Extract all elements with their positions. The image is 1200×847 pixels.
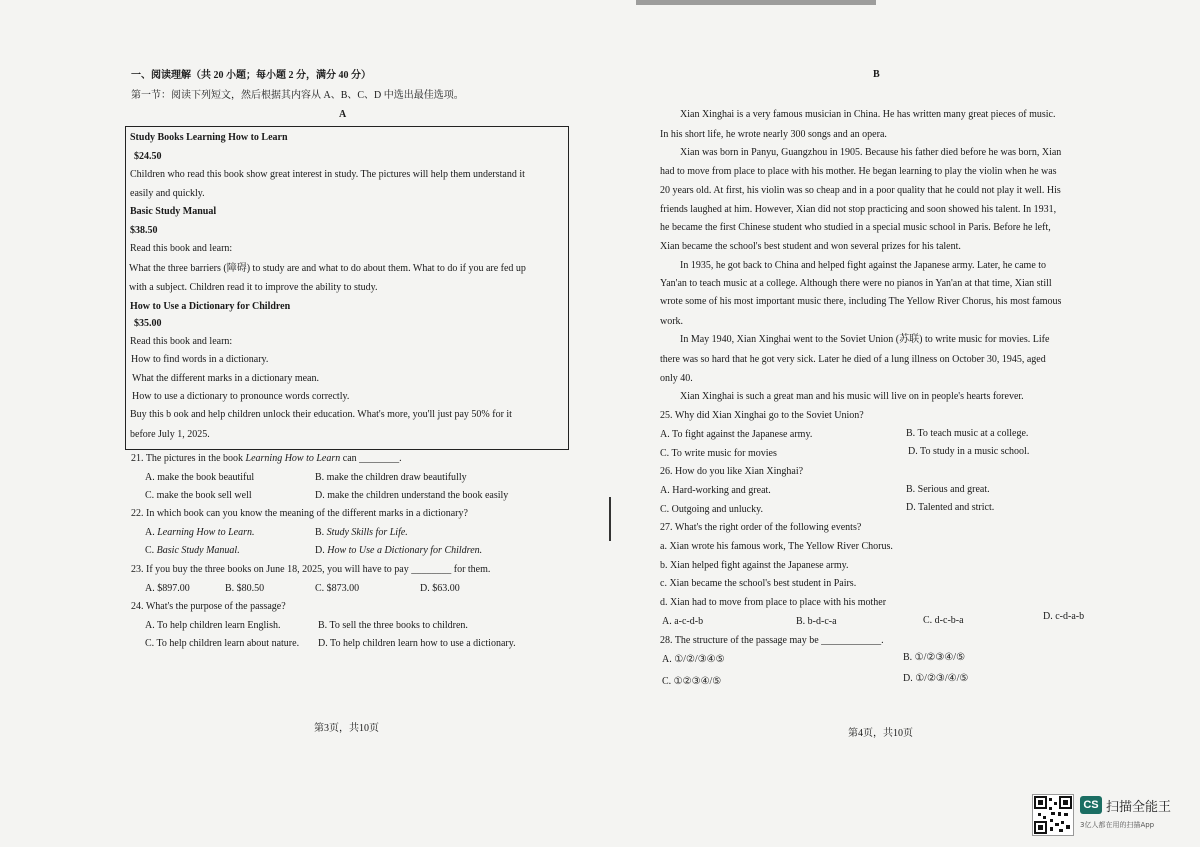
q27-event-b: b. Xian helped fight against the Japanese army.	[660, 560, 849, 571]
scan-artifact-top	[636, 0, 876, 5]
book3-intro: Read this book and learn:	[130, 336, 233, 347]
para2-line3: 20 years old. At first, his violin was so cheap and in a poor quality that he could not play it well. His	[660, 185, 1061, 196]
para3-line3: wrote some of his most important music there, including The Yellow River Chorus, his most famous	[660, 296, 1062, 307]
book3-price: $35.00	[134, 318, 162, 329]
q26-option-b: B. Serious and great.	[906, 484, 990, 495]
q28-option-a: A. ①/②/③④⑤	[662, 654, 725, 665]
q22-option-d: D. How to Use a Dictionary for Children.	[315, 545, 483, 556]
q27-option-c: C. d-c-b-a	[923, 615, 964, 626]
q26-option-a: A. Hard-working and great.	[660, 485, 771, 496]
para5-line1: Xian Xinghai is such a great man and his music will live on in people's hearts forever.	[680, 391, 1024, 402]
book1-desc-2: easily and quickly.	[130, 188, 205, 199]
promo-line-2: before July 1, 2025.	[130, 429, 210, 440]
q25-option-d: D. To study in a music school.	[908, 446, 1030, 457]
q27-stem: 27. What's the right order of the following events?	[660, 522, 862, 533]
q27-event-a: a. Xian wrote his famous work, The Yellow River Chorus.	[660, 541, 893, 552]
para1-line2: In his short life, he wrote nearly 300 songs and an opera.	[660, 129, 887, 140]
para4-line3: only 40.	[660, 373, 693, 384]
q22-option-c: C. Basic Study Manual.	[145, 545, 240, 556]
q21-option-b: B. make the children draw beautifully	[315, 472, 467, 483]
q25-option-a: A. To fight against the Japanese army.	[660, 429, 813, 440]
para2-line1: Xian was born in Panyu, Guangzhou in 1905. Because his father died before he was born, Xian	[680, 147, 1062, 158]
q23-option-c: C. $873.00	[315, 583, 360, 594]
passage-b-label: B	[873, 69, 880, 80]
para2-line5: he became the first Chinese student who studied in a special music school in Paris. Before he left,	[660, 222, 1051, 233]
left-page-number: 第3页，共10页	[314, 723, 379, 734]
para1-line1: Xian Xinghai is a very famous musician in China. He has written many great pieces of music.	[680, 109, 1056, 120]
q26-option-d: D. Talented and strict.	[906, 502, 995, 513]
page-divider	[609, 497, 611, 541]
q28-option-d: D. ①/②③/④/⑤	[903, 673, 969, 684]
qr-code-icon	[1032, 794, 1074, 836]
book1-price: $24.50	[134, 151, 162, 162]
para2-line4: friends laughed at him. However, Xian did not stop practicing and soon showed his talent. In 1931,	[660, 204, 1057, 215]
para4-line2: there was so hard that he got very sick. Later he died of a lung illness on October 30, 1945, aged	[660, 354, 1046, 365]
q24-stem: 24. What's the purpose of the passage?	[131, 601, 286, 612]
q22-option-a: A. Learning How to Learn.	[145, 527, 255, 538]
book3-item-1: How to find words in a dictionary.	[131, 354, 269, 365]
q22-option-b: B. Study Skills for Life.	[315, 527, 408, 538]
para3-line2: Yan'an to teach music at a college. Although there were no pianos in Yan'an at that time, Xian still	[660, 278, 1052, 289]
section-title: 一、阅读理解（共 20 小题；每小题 2 分，满分 40 分）	[131, 70, 371, 81]
q23-option-d: D. $63.00	[420, 583, 460, 594]
q24-option-b: B. To sell the three books to children.	[318, 620, 468, 631]
q25-stem: 25. Why did Xian Xinghai go to the Soviet Union?	[660, 410, 864, 421]
book2-desc-1: What the three barriers (障碍) to study are and what to do about them. What to do if you are fed up	[129, 263, 526, 274]
book1-desc-1: Children who read this book show great interest in study. The pictures will help them understand it	[130, 169, 525, 180]
q27-option-d: D. c-d-a-b	[1043, 611, 1085, 622]
q23-option-b: B. $80.50	[225, 583, 265, 594]
q28-option-c: C. ①②③④/⑤	[662, 676, 722, 687]
camscanner-app-name: 扫描全能王	[1106, 800, 1172, 815]
q21-option-c: C. make the book sell well	[145, 490, 252, 501]
q24-option-a: A. To help children learn English.	[145, 620, 281, 631]
q25-option-b: B. To teach music at a college.	[906, 428, 1029, 439]
camscanner-logo-icon: CS	[1080, 796, 1102, 814]
q27-option-b: B. b-d-c-a	[796, 616, 837, 627]
q26-option-c: C. Outgoing and unlucky.	[660, 504, 763, 515]
q24-option-d: D. To help children learn how to use a dictionary.	[318, 638, 516, 649]
para2-line6: Xian became the school's best student and won several prizes for his talent.	[660, 241, 961, 252]
instructions: 第一节：阅读下列短文，然后根据其内容从 A、B、C、D 中选出最佳选项。	[131, 90, 464, 101]
book2-title: Basic Study Manual	[130, 206, 217, 217]
book2-intro: Read this book and learn:	[130, 243, 233, 254]
q23-option-a: A. $897.00	[145, 583, 190, 594]
q22-stem: 22. In which book can you know the meaning of the different marks in a dictionary?	[131, 508, 468, 519]
q21-option-a: A. make the book beautiful	[145, 472, 255, 483]
book2-price: $38.50	[130, 225, 158, 236]
para4-line1: In May 1940, Xian Xinghai went to the Soviet Union (苏联) to write music for movies. Life	[680, 334, 1050, 345]
q24-option-c: C. To help children learn about nature.	[145, 638, 300, 649]
q21-option-d: D. make the children understand the book easily	[315, 490, 509, 501]
q28-option-b: B. ①/②③④/⑤	[903, 652, 966, 663]
book3-item-3: How to use a dictionary to pronounce words correctly.	[132, 391, 350, 402]
passage-a-label: A	[339, 109, 347, 120]
q26-stem: 26. How do you like Xian Xinghai?	[660, 466, 804, 477]
book3-item-2: What the different marks in a dictionary mean.	[132, 373, 319, 384]
q27-event-d: d. Xian had to move from place to place with his mother	[660, 597, 887, 608]
promo-line-1: Buy this b ook and help children unlock their education. What's more, you'll just pay 50% for it	[130, 409, 512, 420]
camscanner-tagline: 3亿人都在用的扫描App	[1080, 821, 1155, 829]
q25-option-c: C. To write music for movies	[660, 448, 777, 459]
para3-line4: work.	[660, 316, 684, 327]
q28-stem: 28. The structure of the passage may be ____________.	[660, 635, 884, 646]
right-page-number: 第4页，共10页	[848, 728, 913, 739]
q27-event-c: c. Xian became the school's best student in Pairs.	[660, 578, 857, 589]
q27-option-a: A. a-c-d-b	[662, 616, 704, 627]
q23-stem: 23. If you buy the three books on June 18, 2025, you will have to pay ________ for them.	[131, 564, 491, 575]
book3-title: How to Use a Dictionary for Children	[130, 301, 291, 312]
book1-title: Study Books Learning How to Learn	[130, 132, 288, 143]
book2-desc-2: with a subject. Children read it to improve the ability to study.	[129, 282, 378, 293]
q21-stem: 21. The pictures in the book Learning How to Learn can ________.	[131, 453, 402, 464]
para3-line1: In 1935, he got back to China and helped fight against the Japanese army. Later, he came to	[680, 260, 1047, 271]
para2-line2: had to move from place to place with his mother. He began learning to play the violin when he was	[660, 166, 1057, 177]
